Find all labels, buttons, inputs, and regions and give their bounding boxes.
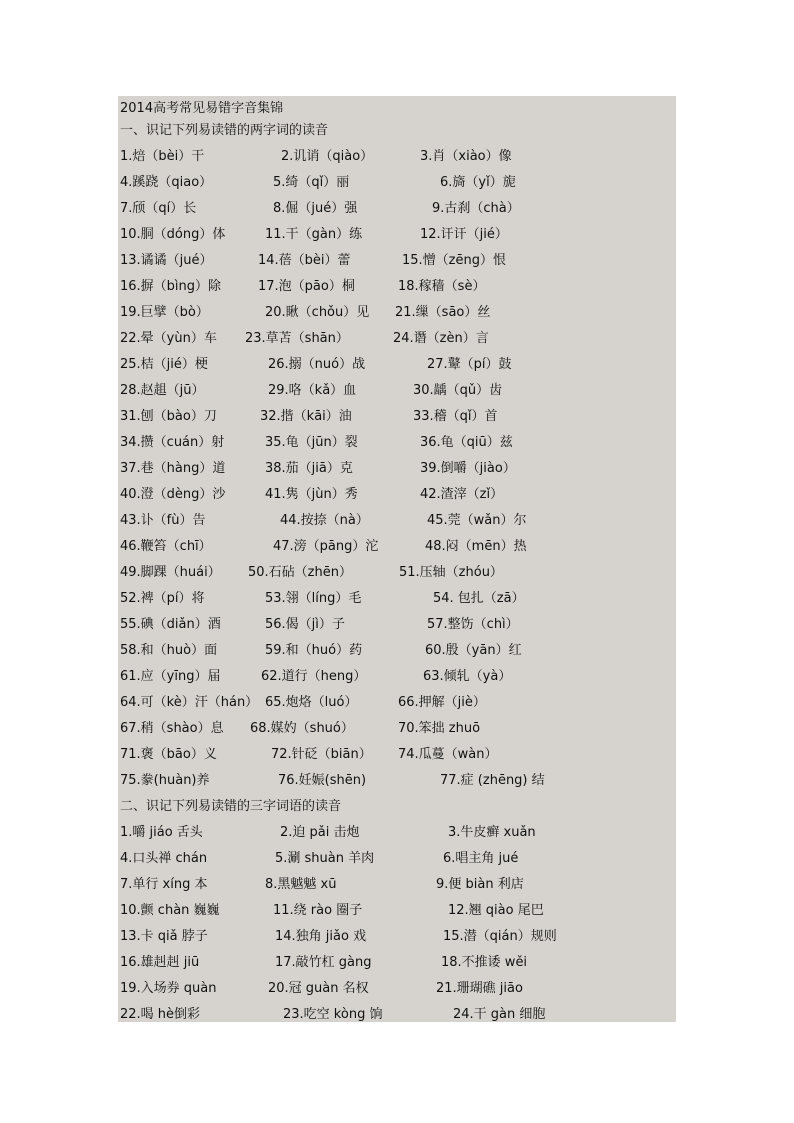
word-entry: 12.讦讦（jié） [420, 227, 508, 242]
word-entry: 7.单行 xíng 本 [120, 877, 208, 892]
word-entry: 24.干 gàn 细胞 [453, 1007, 546, 1022]
word-entry: 13.谲谲（jué） [120, 253, 213, 268]
word-entry: 5.涮 shuàn 羊肉 [275, 851, 375, 866]
word-entry: 76.妊娠(shēn) [278, 773, 367, 788]
word-entry: 33.稽（qǐ）首 [413, 409, 498, 424]
word-entry: 55.碘（diǎn）酒 [120, 617, 221, 632]
word-entry: 77.症 (zhēng) 结 [440, 773, 545, 788]
word-entry: 63.倾轧（yà） [423, 669, 512, 684]
word-entry: 10.胴（dóng）体 [120, 227, 226, 242]
word-entry: 5.绮（qǐ）丽 [273, 175, 350, 190]
word-entry: 22.晕（yùn）车 [120, 331, 217, 346]
word-entry: 67.稍（shào）息 [120, 721, 224, 736]
word-entry: 11.干（gàn）练 [265, 227, 363, 242]
word-entry: 70.笨拙 zhuō [398, 721, 481, 736]
word-entry: 12.翘 qiào 尾巴 [448, 903, 544, 918]
word-entry: 20.瞅（chǒu）见 [265, 305, 370, 320]
word-entry: 54. 包扎（zā） [433, 591, 525, 606]
word-entry: 61.应（yīng）届 [120, 669, 221, 684]
word-entry: 47.滂（pāng）沱 [273, 539, 379, 554]
document-title: 2014高考常见易错字音集锦 [120, 101, 284, 116]
word-entry: 13.卡 qiǎ 脖子 [120, 929, 208, 944]
word-entry: 31.刨（bào）刀 [120, 409, 217, 424]
word-entry: 58.和（huò）面 [120, 643, 218, 658]
document-sheet [118, 96, 676, 1022]
word-entry: 36.龟（qiū）兹 [420, 435, 513, 450]
word-entry: 43.讣（fù）告 [120, 513, 206, 528]
word-entry: 4.蹊跷（qiao） [120, 175, 213, 190]
word-entry: 44.按捺（nà） [280, 513, 369, 528]
word-entry: 29.咯（kǎ）血 [268, 383, 357, 398]
word-entry: 22.喝 hè倒彩 [120, 1007, 201, 1022]
word-entry: 38.茄（jiā）克 [265, 461, 353, 476]
section-heading: 一、识记下列易读错的两字词的读音 [120, 123, 329, 138]
word-entry: 7.颀（qí）长 [120, 201, 197, 216]
word-entry: 10.颤 chàn 巍巍 [120, 903, 220, 918]
word-entry: 25.桔（jié）梗 [120, 357, 208, 372]
word-entry: 3.牛皮癣 xuǎn [448, 825, 536, 840]
word-entry: 48.闷（mēn）热 [425, 539, 527, 554]
word-entry: 4.口头禅 chán [120, 851, 208, 866]
word-entry: 21.缫（sāo）丝 [395, 305, 491, 320]
word-entry: 71.褒（bāo）义 [120, 747, 217, 762]
word-entry: 18.不推诿 wěi [441, 955, 528, 970]
word-entry: 65.炮烙（luó） [265, 695, 358, 710]
word-entry: 14.蓓（bèi）蕾 [258, 253, 351, 268]
word-entry: 72.针砭（biān） [271, 747, 372, 762]
word-entry: 45.莞（wǎn）尔 [427, 513, 527, 528]
section-heading: 二、识记下列易读错的三字词语的读音 [120, 799, 342, 814]
word-entry: 51.压轴（zhóu） [399, 565, 503, 580]
word-entry: 46.鞭笞（chī） [120, 539, 212, 554]
word-entry: 32.揩（kāi）油 [260, 409, 352, 424]
word-entry: 19.入场券 quàn [120, 981, 217, 996]
word-entry: 19.巨擘（bò） [120, 305, 209, 320]
word-entry: 26.搦（nuó）战 [268, 357, 366, 372]
word-entry: 49.脚踝（huái） [120, 565, 221, 580]
word-entry: 74.瓜蔓（wàn） [398, 747, 498, 762]
word-entry: 23.草苫（shān） [245, 331, 349, 346]
word-entry: 3.肖（xiào）像 [420, 149, 512, 164]
word-entry: 52.裨（pí）将 [120, 591, 205, 606]
word-entry: 14.独角 jiǎo 戏 [275, 929, 367, 944]
word-entry: 8.黑魆魆 xū [265, 877, 337, 892]
word-entry: 20.冠 guàn 名权 [268, 981, 369, 996]
word-entry: 34.攒（cuán）射 [120, 435, 225, 450]
word-entry: 68.媒妁（shuó） [250, 721, 354, 736]
word-entry: 59.和（huó）药 [265, 643, 363, 658]
word-entry: 60.殷（yān）红 [425, 643, 522, 658]
word-entry: 6.唱主角 jué [443, 851, 519, 866]
word-entry: 75.豢(huàn)养 [120, 773, 210, 788]
word-entry: 18.稼穑（sè） [398, 279, 486, 294]
word-entry: 40.澄（dèng）沙 [120, 487, 226, 502]
word-entry: 39.倒嚼（jiào） [420, 461, 516, 476]
word-entry: 16.摒（bìng）除 [120, 279, 222, 294]
word-entry: 8.倔（jué）强 [273, 201, 358, 216]
word-entry: 50.石砧（zhēn） [248, 565, 352, 580]
word-entry: 15.憎（zēng）恨 [402, 253, 506, 268]
word-entry: 41.隽（jùn）秀 [265, 487, 358, 502]
word-entry: 57.整饬（chì） [427, 617, 519, 632]
word-entry: 64.可（kè）汗（hán） [120, 695, 259, 710]
word-entry: 35.龟（jūn）裂 [265, 435, 358, 450]
word-entry: 27.鼙（pí）鼓 [427, 357, 512, 372]
word-entry: 11.绕 rào 圈子 [273, 903, 363, 918]
word-entry: 23.吃空 kòng 饷 [283, 1007, 383, 1022]
word-entry: 9.便 biàn 利店 [436, 877, 524, 892]
word-entry: 30.龋（qǔ）齿 [413, 383, 503, 398]
word-entry: 56.偈（jì）子 [265, 617, 345, 632]
word-entry: 1.嚼 jiáo 舌头 [120, 825, 203, 840]
word-entry: 21.珊瑚礁 jiāo [436, 981, 523, 996]
word-entry: 66.押解（jiè） [398, 695, 486, 710]
word-entry: 53.翎（líng）毛 [265, 591, 362, 606]
word-entry: 1.焙（bèi）干 [120, 149, 205, 164]
word-entry: 2.讥诮（qiào） [281, 149, 374, 164]
word-entry: 16.雄赳赳 jiū [120, 955, 200, 970]
word-entry: 6.旖（yǐ）旎 [440, 175, 516, 190]
word-entry: 24.谮（zèn）言 [393, 331, 489, 346]
word-entry: 9.古刹（chà） [432, 201, 520, 216]
word-entry: 37.巷（hàng）道 [120, 461, 226, 476]
word-entry: 42.渣滓（zǐ） [420, 487, 504, 502]
word-entry: 15.潜（qián）规则 [443, 929, 557, 944]
word-entry: 17.敲竹杠 gàng [275, 955, 372, 970]
word-entry: 62.道行（heng） [261, 669, 367, 684]
word-entry: 28.赵趄（jū） [120, 383, 205, 398]
word-entry: 2.迫 pǎi 击炮 [280, 825, 360, 840]
word-entry: 17.泡（pāo）桐 [258, 279, 355, 294]
